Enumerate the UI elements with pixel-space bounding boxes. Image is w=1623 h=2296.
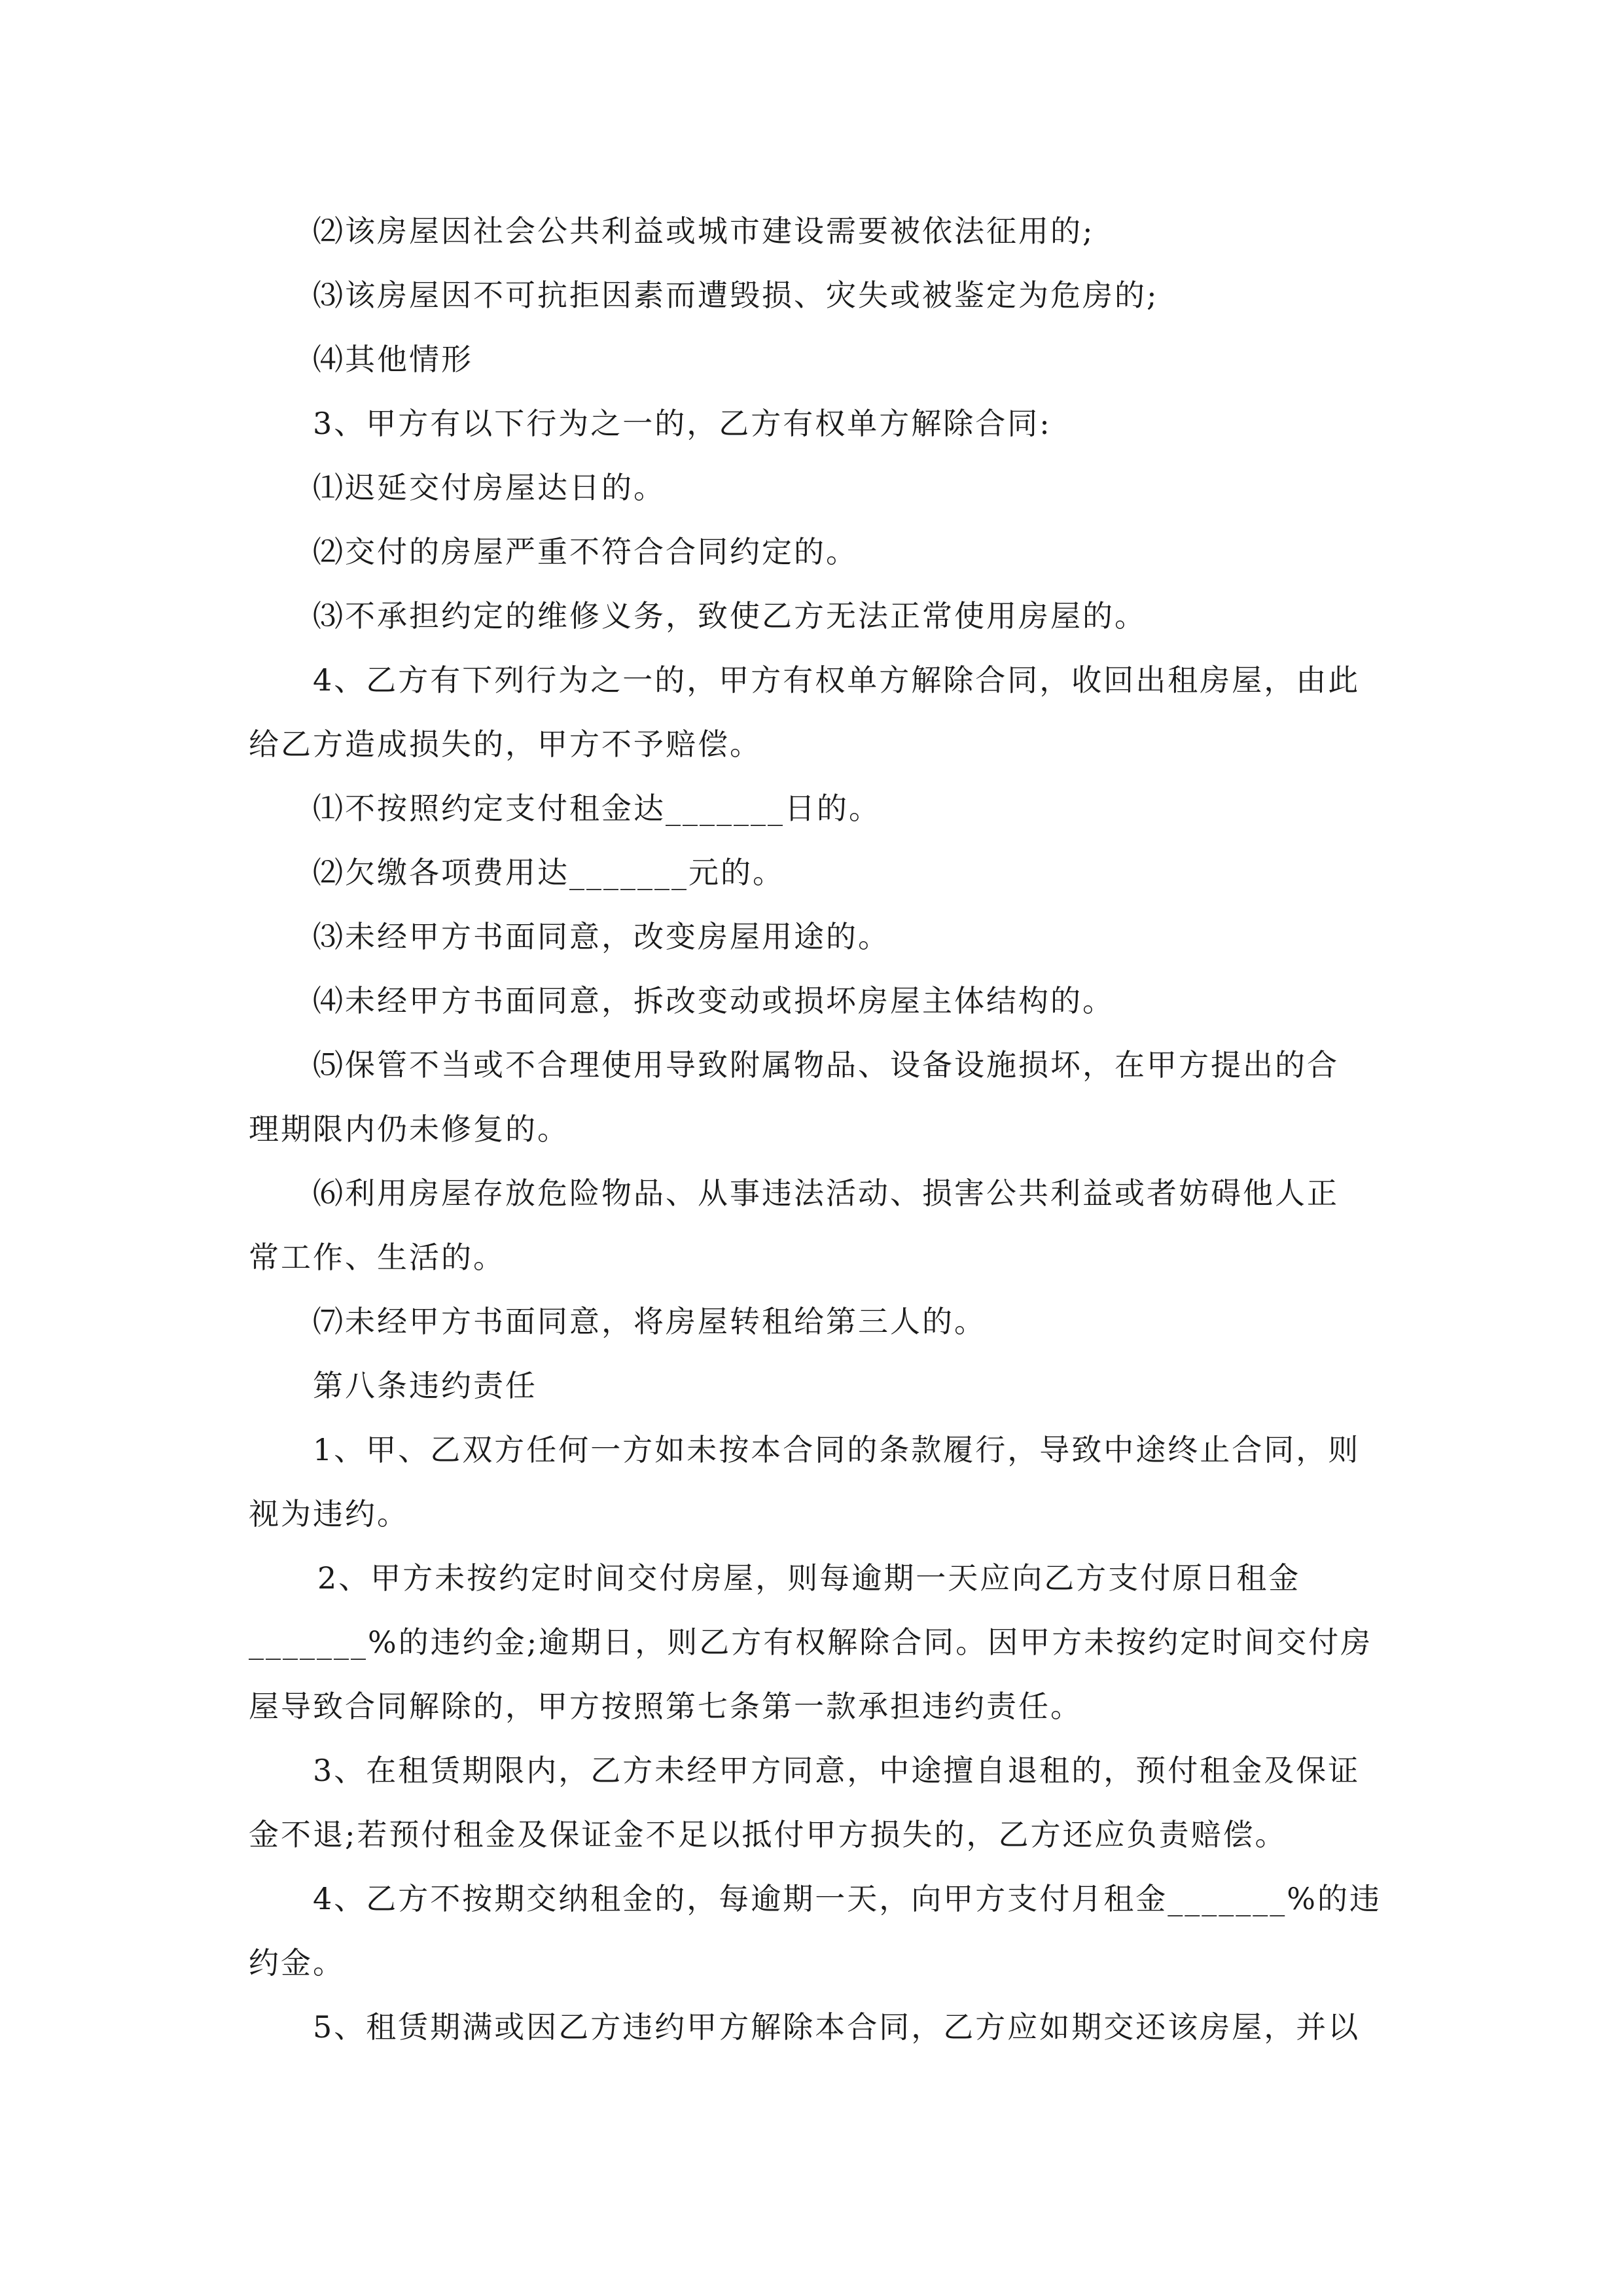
text-line: ⑵该房屋因社会公共利益或城市建设需要被依法征用的; — [313, 213, 1095, 249]
text-line: 金不退;若预付租金及保证金不足以抵付甲方损失的，乙方还应负责赔偿。 — [249, 1817, 1287, 1852]
text-line: ⑷未经甲方书面同意，拆改变动或损坏房屋主体结构的。 — [313, 983, 1115, 1018]
text-line: 3、甲方有以下行为之一的，乙方有权单方解除合同: — [313, 406, 1052, 441]
text-line: ⑷其他情形 — [313, 342, 473, 377]
text-line: 常工作、生活的。 — [249, 1240, 505, 1275]
text-line: ⑵欠缴各项费用达_______元的。 — [313, 855, 785, 890]
text-line: 4、乙方不按期交纳租金的，每逾期一天，向甲方支付月租金_______%的违 — [313, 1881, 1382, 1916]
text-line: 视为违约。 — [249, 1496, 409, 1532]
text-line: ⑶该房屋因不可抗拒因素而遭毁损、灾失或被鉴定为危房的; — [313, 278, 1159, 313]
text-line: 3、在租赁期限内，乙方未经甲方同意，中途擅自退租的，预付租金及保证 — [313, 1753, 1361, 1788]
text-line: _______%的违约金;逾期日，则乙方有权解除合同。因甲方未按约定时间交付房 — [249, 1624, 1373, 1660]
section-heading: 第八条违约责任 — [313, 1368, 537, 1403]
text-line: 4、乙方有下列行为之一的，甲方有权单方解除合同，收回出租房屋，由此 — [313, 662, 1361, 698]
text-line: ⑶不承担约定的维修义务，致使乙方无法正常使用房屋的。 — [313, 598, 1147, 634]
text-line: ⑶未经甲方书面同意，改变房屋用途的。 — [313, 919, 890, 954]
text-line: 5、租赁期满或因乙方违约甲方解除本合同，乙方应如期交还该房屋，并以 — [313, 2009, 1361, 2045]
text-line: ⑴不按照约定支付租金达_______日的。 — [313, 791, 881, 826]
text-line: 理期限内仍未修复的。 — [249, 1111, 569, 1147]
text-line: ⑵交付的房屋严重不符合合同约定的。 — [313, 534, 858, 569]
text-line: ⑴迟延交付房屋达日的。 — [313, 470, 666, 505]
text-line: ⑹利用房屋存放危险物品、从事违法活动、损害公共利益或者妨碍他人正 — [313, 1175, 1339, 1211]
text-line: 2、甲方未按约定时间交付房屋，则每逾期一天应向乙方支付原日租金 — [317, 1560, 1301, 1596]
text-line: ⑸保管不当或不合理使用导致附属物品、设备设施损坏，在甲方提出的合 — [313, 1047, 1339, 1083]
text-line: ⑺未经甲方书面同意，将房屋转租给第三人的。 — [313, 1304, 986, 1339]
text-line: 约金。 — [249, 1945, 345, 1981]
text-line: 屋导致合同解除的，甲方按照第七条第一款承担违约责任。 — [249, 1689, 1082, 1724]
text-line: 1、甲、乙双方任何一方如未按本合同的条款履行，导致中途终止合同，则 — [313, 1432, 1361, 1467]
text-line: 给乙方造成损失的，甲方不予赔偿。 — [249, 726, 762, 762]
